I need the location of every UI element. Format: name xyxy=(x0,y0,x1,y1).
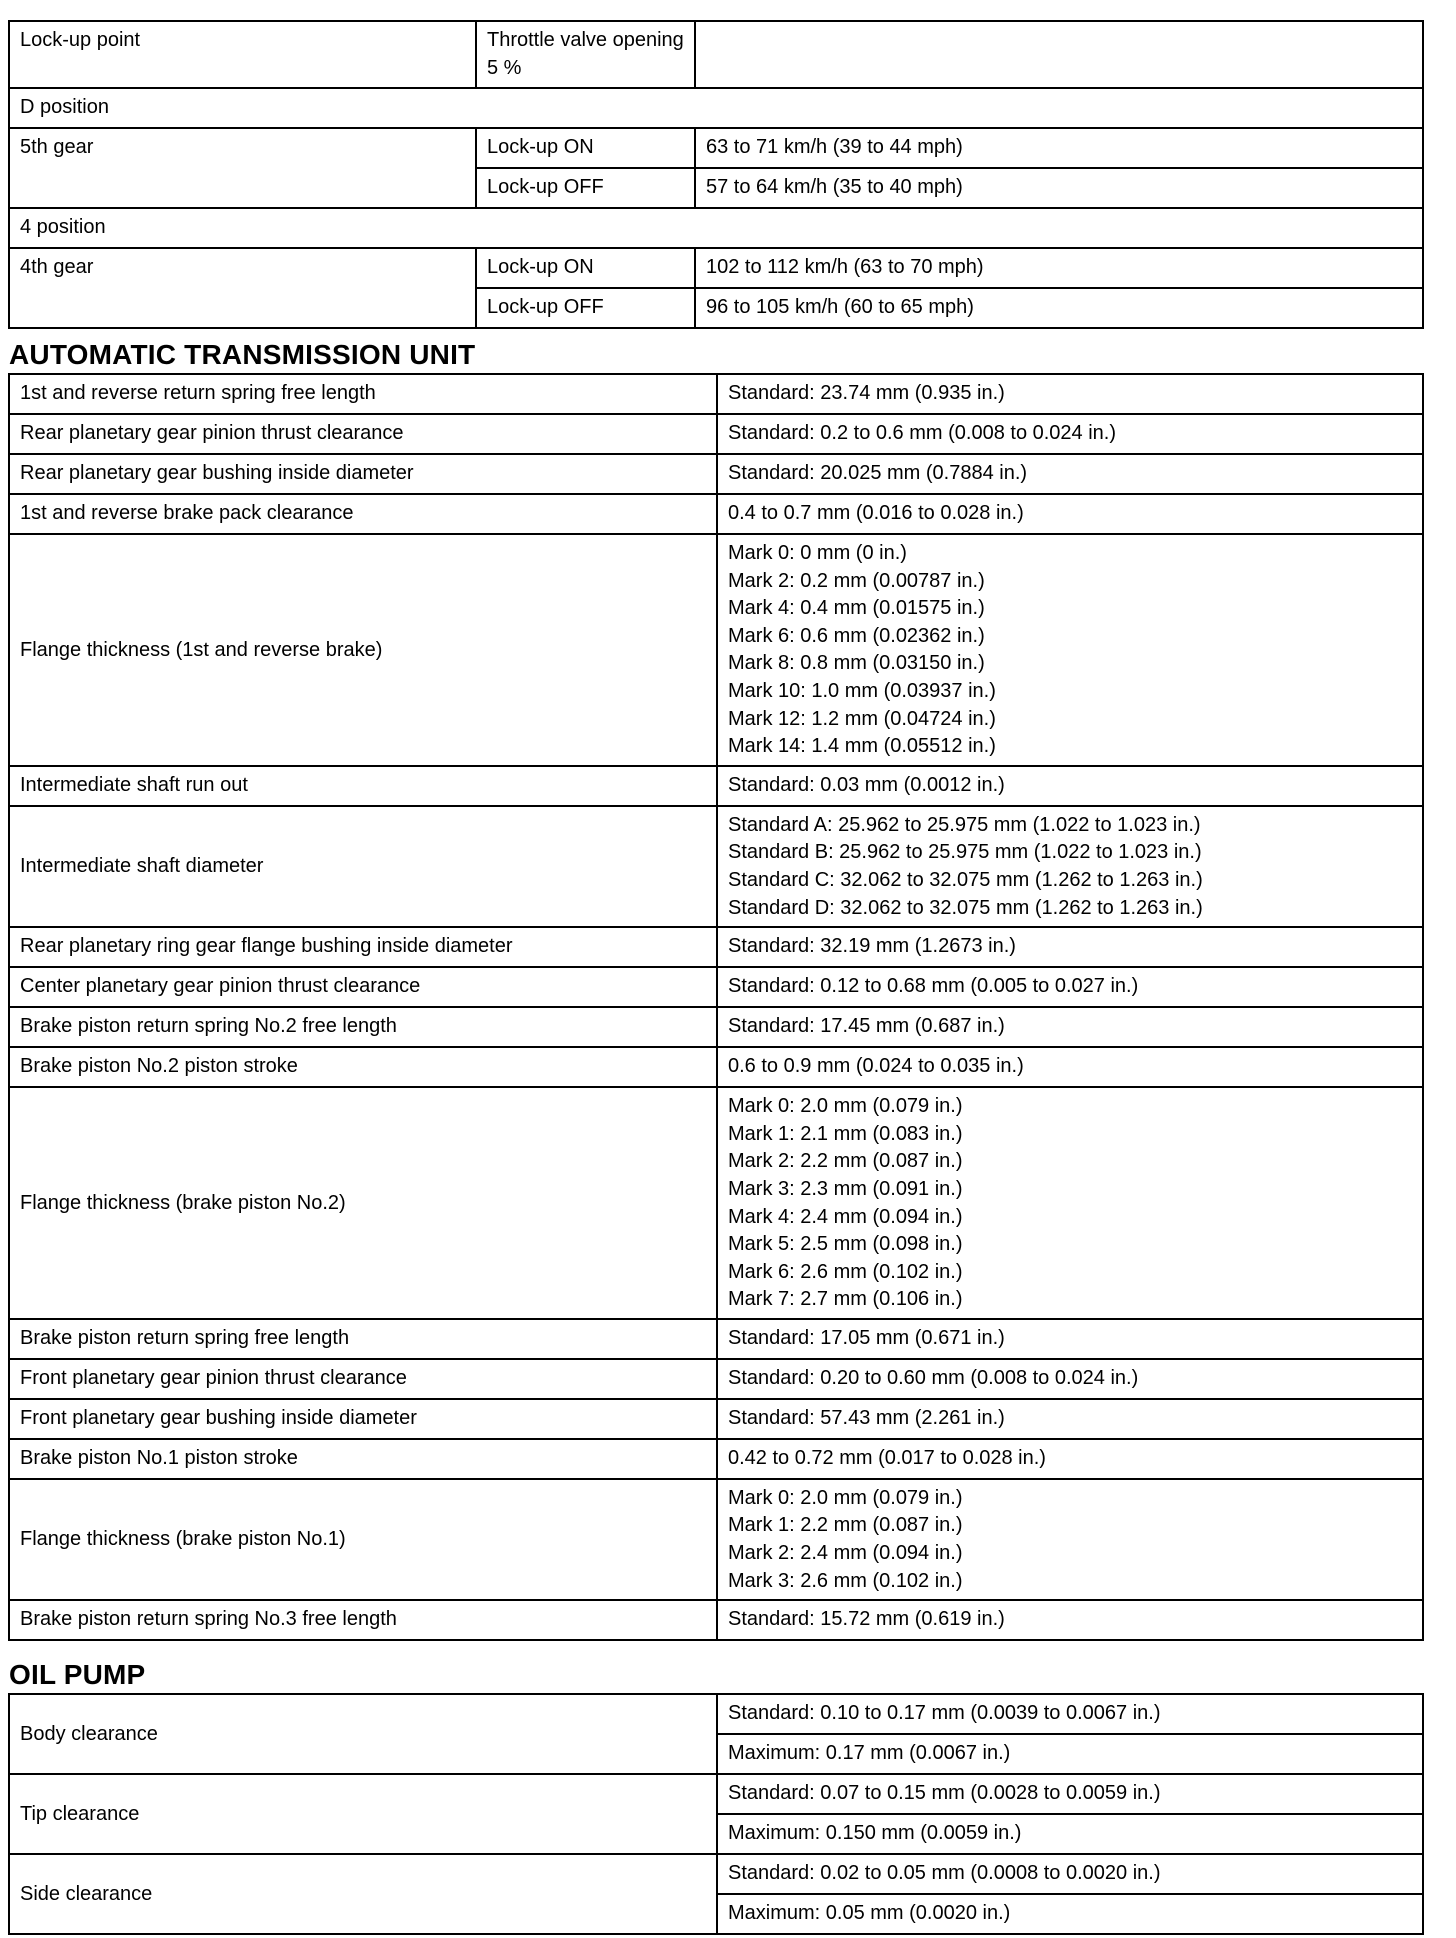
spec-label: Front planetary gear pinion thrust clearance xyxy=(9,1359,717,1399)
spec-label: Intermediate shaft diameter xyxy=(9,806,717,927)
spec-page xyxy=(8,20,1424,1935)
table-row xyxy=(9,248,1423,288)
spec-value-cell xyxy=(717,414,1423,454)
table-row xyxy=(9,806,1423,927)
spec-value: Standard: 17.05 mm (0.671 in.) xyxy=(728,1326,1005,1349)
spec-value: Mark 0: 2.0 mm (0.079 in.) xyxy=(728,1486,963,1509)
spec-label: Flange thickness (brake piston No.2) xyxy=(9,1087,717,1319)
spec-value-cell xyxy=(717,927,1423,967)
oil-pump-table xyxy=(8,1693,1424,1935)
oil-pump-standard: Standard: 0.07 to 0.15 mm (0.0028 to 0.0059 in.) xyxy=(717,1774,1423,1814)
oil-pump-maximum: Maximum: 0.05 mm (0.0020 in.) xyxy=(717,1894,1423,1934)
lockup-label: Lock-up point xyxy=(9,21,476,88)
table-row xyxy=(9,1399,1423,1439)
spec-value: Mark 5: 2.5 mm (0.098 in.) xyxy=(728,1233,963,1256)
oil-pump-label: Body clearance xyxy=(9,1694,717,1774)
spec-value: Standard: 0.2 to 0.6 mm (0.008 to 0.024 in.) xyxy=(728,422,1117,444)
spec-label: Rear planetary gear bushing inside diameter xyxy=(9,454,717,494)
d-position-title: D position xyxy=(9,88,1423,128)
spec-value-cell xyxy=(717,766,1423,806)
spec-value: Mark 14: 1.4 mm (0.05512 in.) xyxy=(728,735,996,758)
spec-value: Standard: 0.12 to 0.68 mm (0.005 to 0.027 in.) xyxy=(728,975,1139,998)
oil-pump-maximum: Maximum: 0.17 mm (0.0067 in.) xyxy=(717,1734,1423,1774)
spec-value: Mark 10: 1.0 mm (0.03937 in.) xyxy=(728,679,996,702)
four-position-gear: 4th gear xyxy=(9,248,476,328)
table-row xyxy=(9,1774,1423,1814)
spec-label: Center planetary gear pinion thrust clearance xyxy=(9,967,717,1007)
four-position-title: 4 position xyxy=(9,208,1423,248)
spec-label: Brake piston return spring free length xyxy=(9,1319,717,1359)
spec-value-cell xyxy=(717,1439,1423,1479)
spec-value: Mark 2: 2.2 mm (0.087 in.) xyxy=(728,1150,963,1173)
oil-pump-label: Side clearance xyxy=(9,1854,717,1934)
table-row xyxy=(9,1600,1423,1640)
oil-pump-label: Tip clearance xyxy=(9,1774,717,1854)
table-row xyxy=(9,494,1423,534)
table-row xyxy=(9,967,1423,1007)
spec-value-cell xyxy=(717,494,1423,534)
spec-value: Standard: 20.025 mm (0.7884 in.) xyxy=(728,462,1028,484)
atu-table xyxy=(8,373,1424,1641)
lockup-speed: 63 to 71 km/h (39 to 44 mph) xyxy=(695,128,1423,168)
spec-value-cell xyxy=(717,1479,1423,1600)
oil-pump-maximum: Maximum: 0.150 mm (0.0059 in.) xyxy=(717,1814,1423,1854)
spec-label: 1st and reverse brake pack clearance xyxy=(9,494,717,534)
spec-value-cell xyxy=(717,534,1423,766)
spec-value-cell xyxy=(717,454,1423,494)
table-row xyxy=(9,1439,1423,1479)
spec-value-cell xyxy=(717,1359,1423,1399)
spec-value: Mark 7: 2.7 mm (0.106 in.) xyxy=(728,1288,963,1311)
spec-value: Standard C: 32.062 to 32.075 mm (1.262 to 1.263 in.) xyxy=(728,868,1203,891)
lockup-state: Lock-up OFF xyxy=(476,288,695,328)
table-row xyxy=(9,1479,1423,1600)
table-row xyxy=(9,454,1423,494)
spec-value-cell xyxy=(717,374,1423,414)
lockup-speed: 96 to 105 km/h (60 to 65 mph) xyxy=(695,288,1423,328)
spec-value: Mark 1: 2.2 mm (0.087 in.) xyxy=(728,1514,963,1537)
spec-label: Front planetary gear bushing inside diameter xyxy=(9,1399,717,1439)
lockup-state: Lock-up OFF xyxy=(476,168,695,208)
spec-value: Mark 6: 2.6 mm (0.102 in.) xyxy=(728,1260,963,1283)
spec-label: Brake piston return spring No.2 free length xyxy=(9,1007,717,1047)
spec-label: Brake piston No.1 piston stroke xyxy=(9,1439,717,1479)
spec-value-cell xyxy=(717,1399,1423,1439)
spec-label: Brake piston No.2 piston stroke xyxy=(9,1047,717,1087)
spec-value: Standard A: 25.962 to 25.975 mm (1.022 to 1.023 in.) xyxy=(728,813,1201,836)
spec-value: Mark 0: 0 mm (0 in.) xyxy=(728,542,907,564)
spec-label: Flange thickness (1st and reverse brake) xyxy=(9,534,717,766)
table-row xyxy=(9,1694,1423,1734)
spec-value: Mark 4: 2.4 mm (0.094 in.) xyxy=(728,1205,963,1228)
table-row xyxy=(9,414,1423,454)
lockup-header-row xyxy=(9,21,1423,88)
spec-value-cell xyxy=(717,967,1423,1007)
oil-pump-heading: OIL PUMP xyxy=(9,1659,146,1691)
spec-value-cell xyxy=(717,1047,1423,1087)
spec-value: Mark 2: 2.4 mm (0.094 in.) xyxy=(728,1542,963,1565)
spec-value: Mark 6: 0.6 mm (0.02362 in.) xyxy=(728,624,985,647)
spec-label: Rear planetary gear pinion thrust clearance xyxy=(9,414,717,454)
spec-value: Standard: 57.43 mm (2.261 in.) xyxy=(728,1406,1005,1429)
lockup-table xyxy=(8,20,1424,329)
spec-value: Mark 1: 2.1 mm (0.083 in.) xyxy=(728,1122,963,1145)
section-row xyxy=(9,208,1423,248)
table-row xyxy=(9,1854,1423,1894)
table-row xyxy=(9,1319,1423,1359)
spec-value: Mark 3: 2.3 mm (0.091 in.) xyxy=(728,1177,963,1200)
spec-value-cell xyxy=(717,1007,1423,1047)
oil-pump-standard: Standard: 0.02 to 0.05 mm (0.0008 to 0.0020 in.) xyxy=(717,1854,1423,1894)
table-row xyxy=(9,1007,1423,1047)
spec-label: 1st and reverse return spring free length xyxy=(9,374,717,414)
spec-value: Standard: 0.03 mm (0.0012 in.) xyxy=(728,773,1005,796)
spec-value: Standard B: 25.962 to 25.975 mm (1.022 to 1.023 in.) xyxy=(728,841,1202,864)
lockup-speed: 102 to 112 km/h (63 to 70 mph) xyxy=(695,248,1423,288)
d-position-gear: 5th gear xyxy=(9,128,476,208)
spec-label: Flange thickness (brake piston No.1) xyxy=(9,1479,717,1600)
table-row xyxy=(9,128,1423,168)
spec-value: Mark 2: 0.2 mm (0.00787 in.) xyxy=(728,569,985,592)
spec-value: Mark 4: 0.4 mm (0.01575 in.) xyxy=(728,597,985,620)
spec-value: Standard D: 32.062 to 32.075 mm (1.262 to 1.263 in.) xyxy=(728,896,1203,919)
spec-value-cell xyxy=(717,806,1423,927)
spec-value: 0.4 to 0.7 mm (0.016 to 0.028 in.) xyxy=(728,502,1024,524)
lockup-speed: 57 to 64 km/h (35 to 40 mph) xyxy=(695,168,1423,208)
spec-value: Standard: 15.72 mm (0.619 in.) xyxy=(728,1608,1005,1631)
lockup-state: Lock-up ON xyxy=(476,248,695,288)
spec-value: Mark 0: 2.0 mm (0.079 in.) xyxy=(728,1095,963,1118)
spec-value: Standard: 23.74 mm (0.935 in.) xyxy=(728,382,1005,404)
spec-value: Standard: 32.19 mm (1.2673 in.) xyxy=(728,935,1016,958)
table-row xyxy=(9,766,1423,806)
spec-value: 0.6 to 0.9 mm (0.024 to 0.035 in.) xyxy=(728,1055,1024,1078)
spec-value: Mark 12: 1.2 mm (0.04724 in.) xyxy=(728,707,996,730)
table-row xyxy=(9,1047,1423,1087)
table-row xyxy=(9,534,1423,766)
table-row xyxy=(9,927,1423,967)
spec-label: Rear planetary ring gear flange bushing inside diameter xyxy=(9,927,717,967)
oil-pump-standard: Standard: 0.10 to 0.17 mm (0.0039 to 0.0067 in.) xyxy=(717,1694,1423,1734)
table-row xyxy=(9,1359,1423,1399)
spec-label: Intermediate shaft run out xyxy=(9,766,717,806)
lockup-state: Lock-up ON xyxy=(476,128,695,168)
spec-label: Brake piston return spring No.3 free length xyxy=(9,1600,717,1640)
atu-heading: AUTOMATIC TRANSMISSION UNIT xyxy=(9,339,476,370)
spec-value: Mark 8: 0.8 mm (0.03150 in.) xyxy=(728,652,985,675)
spec-value: Standard: 17.45 mm (0.687 in.) xyxy=(728,1015,1005,1038)
spec-value-cell xyxy=(717,1600,1423,1640)
table-row xyxy=(9,1087,1423,1319)
section-row xyxy=(9,88,1423,128)
spec-value-cell xyxy=(717,1319,1423,1359)
spec-value: Standard: 0.20 to 0.60 mm (0.008 to 0.024 in.) xyxy=(728,1366,1139,1389)
spec-value: Mark 3: 2.6 mm (0.102 in.) xyxy=(728,1569,963,1592)
spec-value-cell xyxy=(717,1087,1423,1319)
lockup-empty-cell xyxy=(695,21,1423,88)
spec-value: 0.42 to 0.72 mm (0.017 to 0.028 in.) xyxy=(728,1446,1046,1469)
lockup-condition: Throttle valve opening 5 % xyxy=(476,21,695,88)
table-row xyxy=(9,374,1423,414)
